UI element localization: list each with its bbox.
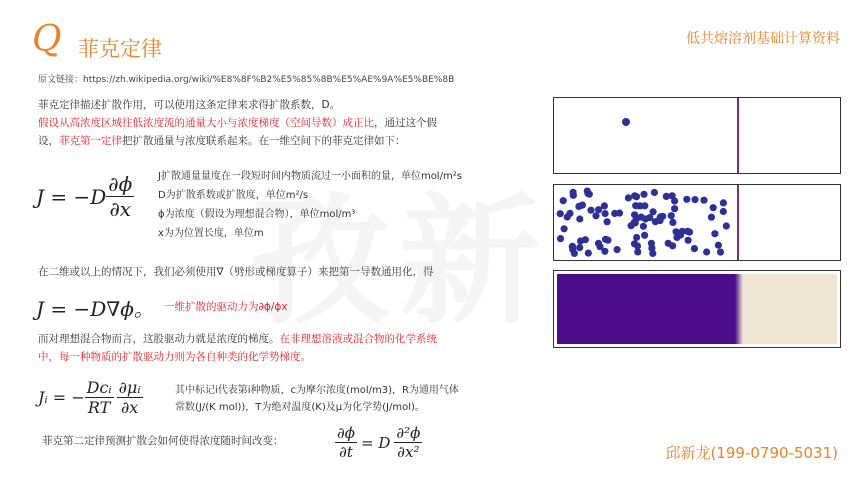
intro-line-1: 菲克定律描述扩散作用，可以使用这条定律来求得扩散系数，D。 [38,99,341,111]
diffusion-panel-spreading [553,184,841,261]
particle [640,223,647,230]
particle [649,250,656,257]
gradient-formula: J = −D∇ϕ。 [36,297,154,321]
def-j: J扩散通量量度在一段短时间内物质流过一小面积的量，单位mol/m²s [158,171,462,182]
particle [557,235,564,242]
membrane-line [737,185,739,260]
particle [720,208,727,215]
second-law-num1: ∂ϕ [337,424,355,442]
particle [576,215,583,222]
second-law-den1: ∂t [339,443,353,461]
ideal-line-1 [38,330,538,348]
particle [710,204,717,211]
intro-line-2-rest: ，通过这个假 [374,117,437,129]
multi-dim-text: 在二维或以上的情况下，我们必须使用∇（劈形或梯度算子）来把第一导数通用化，得 [38,266,434,278]
intro-line-2 [38,114,538,132]
formula3-fraction-1 [85,378,114,417]
particle [720,199,727,206]
particle [631,192,638,199]
particle [614,246,621,253]
particle [711,230,718,237]
second-law-mid: = D [360,433,391,452]
diffusion-front [735,274,743,344]
formula1-num: ∂ϕ [108,172,133,196]
particle [570,192,577,199]
particle [560,197,567,204]
formula1-den: ∂x [109,197,132,221]
particle [569,243,576,250]
intro-line-3-rest: 把扩散通量与浓度联系起来。在一维空间下的菲克定律如下： [122,135,406,147]
first-law-formula [36,172,134,221]
particle [634,248,641,255]
low-concentration-region [743,274,837,344]
author-contact: 邱新龙(199-0790-5031) [665,444,838,462]
particle [685,237,692,244]
formula3-den2: ∂x [120,398,139,417]
particle [602,236,609,243]
proportional-assumption: 假设从高浓度区域往低浓度流的通量大小与浓度梯度（空间导数）成正比 [38,117,374,129]
particle [595,240,602,247]
formula3-note-line2: 常数(J/(K mol))，T为绝对温度(K)及μ为化学势(J/mol)。 [175,402,425,413]
second-law-formula [335,424,422,461]
second-law-den2: ∂x² [397,443,420,461]
def-x: x为为位置长度，单位m [158,228,264,239]
spreading-particle-plot [554,185,737,260]
particle [679,228,686,235]
particle [723,222,730,229]
particle [708,214,715,221]
particle [668,212,675,219]
nonideal-text: 在非理想溶液或混合物的化学系统 [279,333,437,345]
particle [656,217,663,224]
particle [691,196,698,203]
definitions-list [158,167,548,243]
particle [633,234,640,241]
intro-paragraph [38,96,538,150]
particle [671,205,678,212]
diffusion-panel-initial [553,97,841,174]
particle [587,207,594,214]
particle [631,211,638,218]
particle [622,118,630,126]
particle [640,191,647,198]
particle [601,248,608,255]
particle [665,240,672,247]
particle [602,210,609,217]
high-concentration-region [557,274,735,344]
equilibrium-fill-plot [554,271,840,347]
formula3-note [175,382,545,416]
particle [683,196,690,203]
particle [642,215,649,222]
particle [577,237,584,244]
second-law-fraction-1 [335,424,357,461]
particle [625,194,632,201]
particle [651,189,658,196]
particle [669,219,676,226]
chemical-potential-formula [38,378,143,417]
particle [703,248,710,255]
particle [717,249,724,256]
particle [566,210,573,217]
particle [663,193,670,200]
particle [611,210,618,217]
source-link[interactable]: 原文链接：https://zh.wikipedia.org/wiki/%E8%8F%B2%E5%85%8B%E5%AE%9A%E5%BE%8B [38,75,455,85]
particle [557,210,564,217]
formula3-den1: RT [87,398,111,417]
particle [561,225,568,232]
particle [585,250,592,257]
formula3-lhs: Jᵢ = − [38,388,85,407]
diffusion-panel-equilibrium [553,270,841,348]
initial-particle-plot [554,98,840,173]
page-title: 菲克定律 [78,37,162,61]
particle [691,245,698,252]
formula3-note-line1: 其中标记i代表第i种物质，c为摩尔浓度(mol/m3)，R为通用气体 [175,385,459,396]
def-phi: ϕ为浓度（假设为理想混合物），单位mol/m³ [158,209,356,220]
formula1-lhs: J = −D [36,184,107,209]
particle [595,206,602,213]
particle [604,218,611,225]
formula3-fraction-2 [117,378,143,417]
particle [636,202,643,209]
driving-force-note: 一维扩散的驱动力为∂ϕ/ϕx [164,301,288,313]
second-law-fraction-2 [394,424,422,461]
particle [715,242,722,249]
formula1-fraction [106,172,134,221]
def-d: D为扩散系数或扩散度，单位m²/s [158,190,309,201]
particle [576,244,583,251]
particle [671,197,678,204]
second-law-text: 菲克第二定律预测扩散会如何使得浓度随时间改变： [42,435,284,447]
ideal-line-1-start: 而对理想混合物而言，这股驱动力就是浓度的梯度。 [38,333,280,345]
intro-line-3 [38,132,538,150]
particle [700,197,707,204]
first-law-label: 菲克第一定律 [59,135,122,147]
formula3-num2: ∂μᵢ [118,378,141,397]
second-law-num2: ∂²ϕ [396,424,421,442]
particle [641,232,648,239]
ideal-line-2: 中，每一种物质的扩散驱动力则为各自种类的化学势梯度。 [38,351,311,363]
header-subtitle: 低共熔溶剂基础计算资料 [686,31,840,47]
particle [579,202,586,209]
logo-q-icon: Q [32,19,62,60]
intro-line-3-start: 设， [38,135,59,147]
ideal-paragraph [38,330,538,366]
formula3-num1: Dcᵢ [86,378,112,397]
particle [571,250,578,257]
particle [584,188,591,195]
